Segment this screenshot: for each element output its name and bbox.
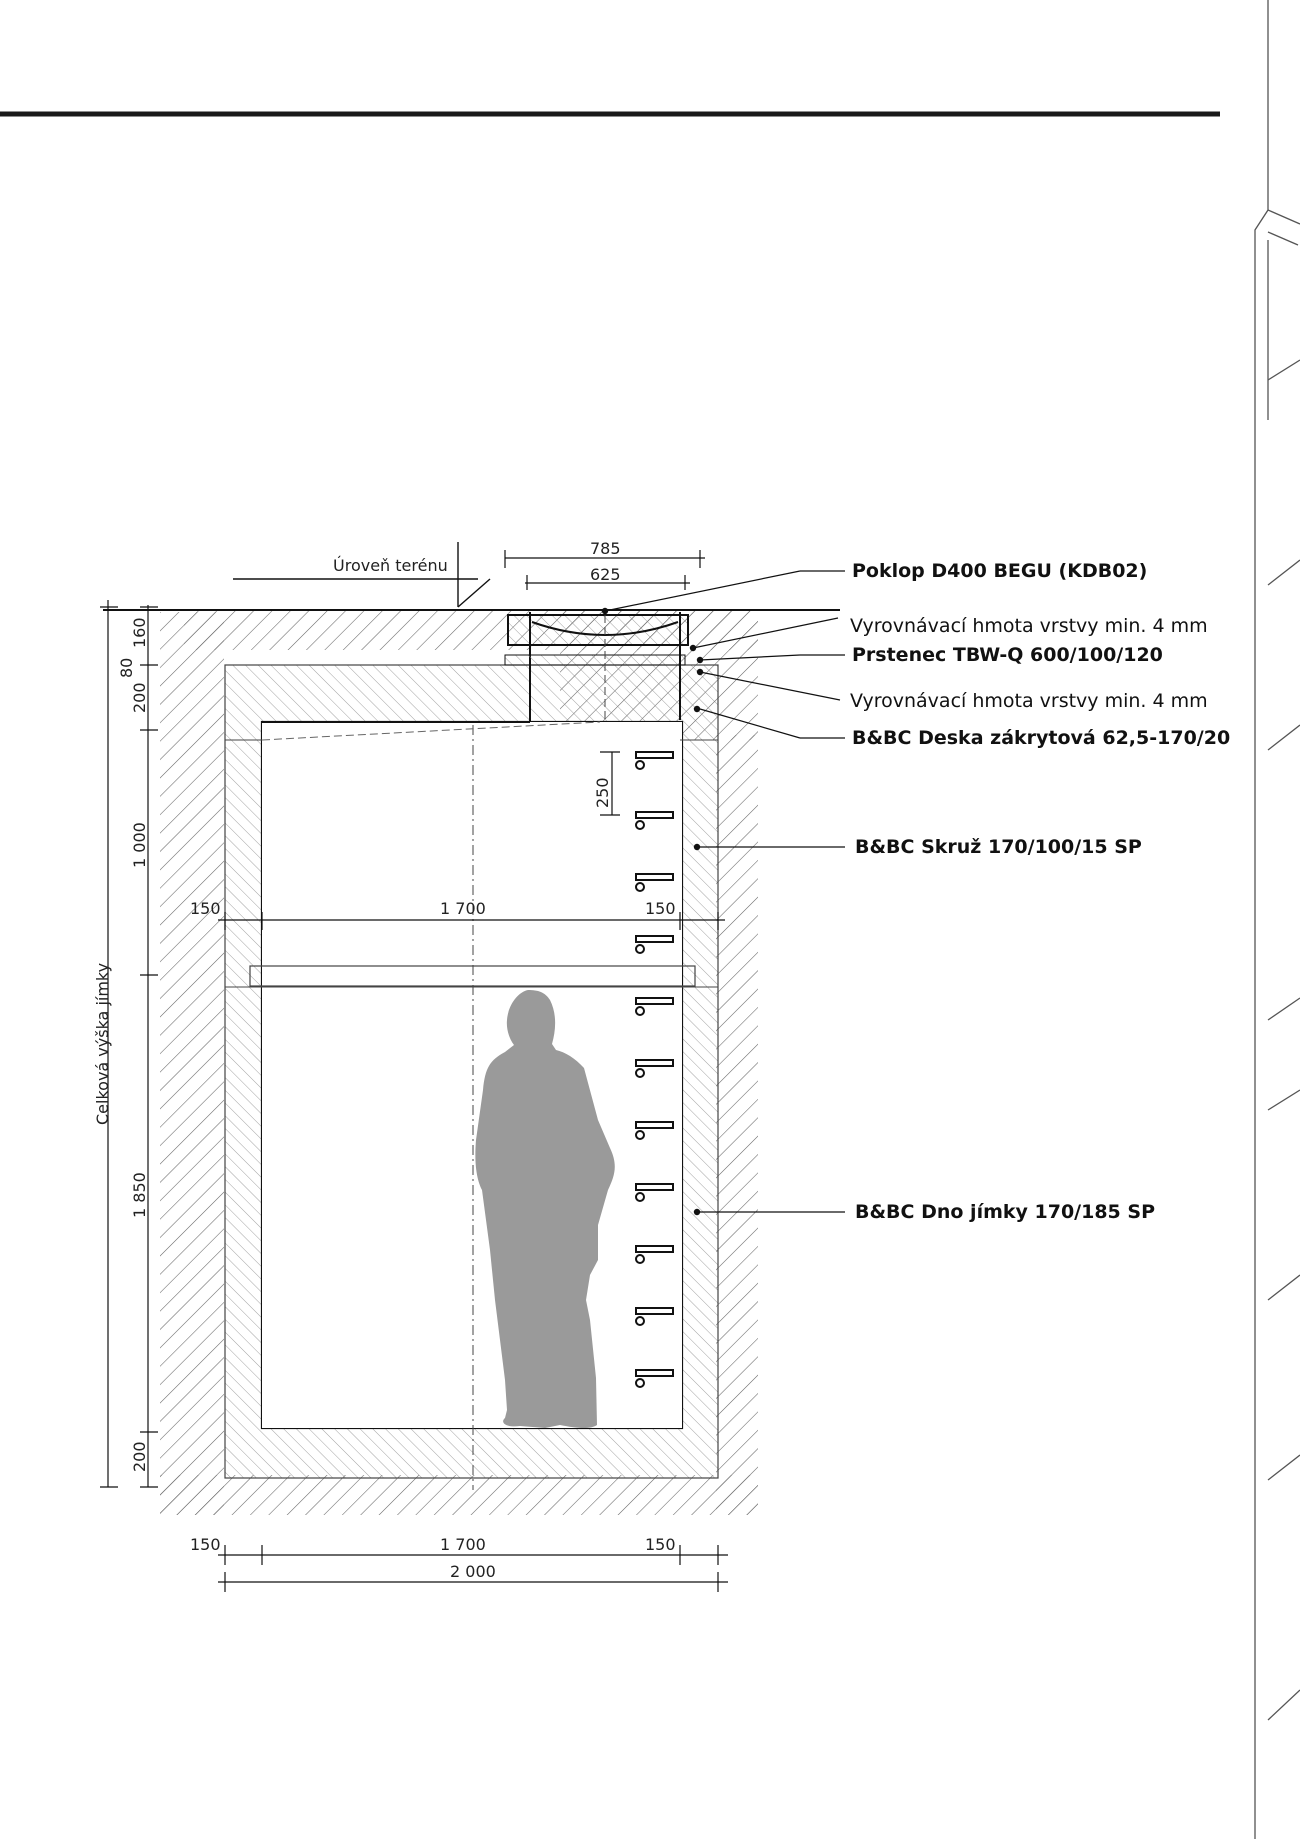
dim-bot-left: 150 bbox=[190, 1535, 221, 1554]
dim-v-200-top: 200 bbox=[130, 682, 149, 713]
ground-level-label: Úroveň terénu bbox=[333, 556, 448, 575]
ring-label: Prstenec TBW-Q 600/100/120 bbox=[852, 644, 1163, 666]
dim-v-160: 160 bbox=[130, 617, 149, 648]
dim-top-outer: 785 bbox=[590, 539, 621, 558]
dim-mid-left: 150 bbox=[190, 899, 221, 918]
slab-label: B&BC Deska zákrytová 62,5-170/20 bbox=[852, 727, 1231, 749]
dim-mid-center: 1 700 bbox=[440, 899, 486, 918]
bottom-label: B&BC Dno jímky 170/185 SP bbox=[855, 1201, 1156, 1223]
dim-v-250: 250 bbox=[593, 777, 612, 808]
dim-v-80: 80 bbox=[117, 657, 136, 678]
dim-mid-right: 150 bbox=[645, 899, 676, 918]
page-tabs bbox=[1255, 0, 1300, 1839]
dim-v-1850: 1 850 bbox=[130, 1172, 149, 1218]
leveling-2-label: Vyrovnávací hmota vrstvy min. 4 mm bbox=[850, 690, 1208, 712]
leveling-1-label: Vyrovnávací hmota vrstvy min. 4 mm bbox=[850, 615, 1208, 637]
shaft-label: B&BC Skruž 170/100/15 SP bbox=[855, 836, 1142, 858]
dim-top-inner: 625 bbox=[590, 565, 621, 584]
dim-v-1000: 1 000 bbox=[130, 822, 149, 868]
total-height-label: Celková výška jímky bbox=[93, 962, 112, 1125]
dim-bot-total: 2 000 bbox=[450, 1562, 496, 1581]
dim-v-200-bottom: 200 bbox=[130, 1441, 149, 1472]
dim-bot-center: 1 700 bbox=[440, 1535, 486, 1554]
cover-label: Poklop D400 BEGU (KDB02) bbox=[852, 560, 1148, 582]
dim-bot-right: 150 bbox=[645, 1535, 676, 1554]
